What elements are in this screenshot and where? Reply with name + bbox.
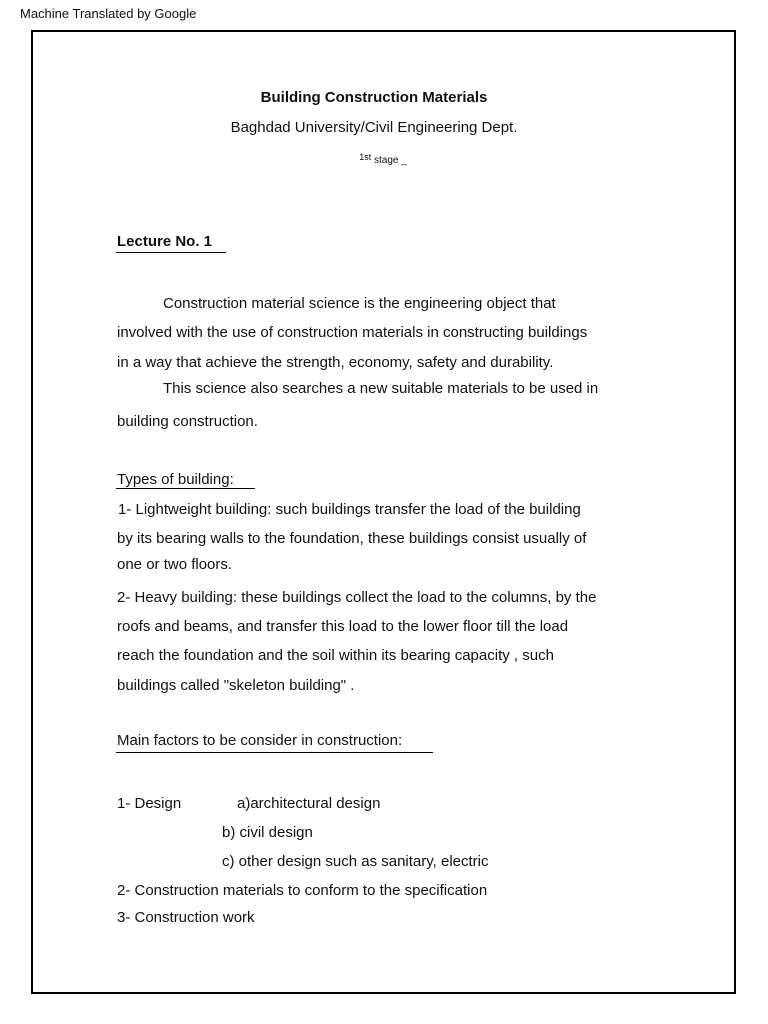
document-title: Building Construction Materials — [260, 89, 488, 106]
factor-design-a: a)architectural design — [237, 795, 381, 812]
stage-label — [0, 150, 766, 168]
factors-heading: Main factors to be consider in construction: — [117, 732, 403, 749]
factor-materials: 2- Construction materials to conform to the specification — [117, 882, 488, 899]
types-line: buildings called "skeleton building" . — [117, 677, 355, 694]
intro-line: This science also searches a new suitable materials to be used in — [163, 380, 599, 397]
types-line: by its bearing walls to the foundation, these buildings consist usually of — [117, 530, 587, 547]
types-line: 1- Lightweight building: such buildings transfer the load of the building — [118, 501, 581, 518]
factors-underline — [116, 752, 433, 753]
types-underline — [116, 488, 255, 489]
document-subtitle: Baghdad University/Civil Engineering Dept. — [230, 119, 518, 136]
types-line: 2- Heavy building: these buildings collect the load to the columns, by the — [117, 589, 597, 606]
stage-ordinal: 1st — [359, 152, 372, 162]
machine-translation-banner: Machine Translated by Google — [20, 6, 197, 21]
types-line: roofs and beams, and transfer this load to the lower floor till the load — [117, 618, 569, 635]
stage-text: stage _ — [371, 155, 407, 166]
lecture-heading: Lecture No. 1 — [117, 233, 213, 250]
factor-design-label: 1- Design — [117, 795, 182, 812]
intro-line: building construction. — [117, 413, 258, 430]
factor-work: 3- Construction work — [117, 909, 255, 926]
intro-line: in a way that achieve the strength, economy, safety and durability. — [117, 354, 554, 371]
types-line: reach the foundation and the soil within its bearing capacity , such — [117, 647, 554, 664]
intro-line: involved with the use of construction materials in constructing buildings — [117, 324, 588, 341]
lecture-underline — [116, 252, 226, 253]
intro-line: Construction material science is the engineering object that — [163, 295, 556, 312]
types-line: one or two floors. — [117, 556, 233, 573]
types-heading: Types of building: — [117, 471, 234, 488]
factor-design-c: c) other design such as sanitary, electric — [222, 853, 489, 870]
factor-design-b: b) civil design — [222, 824, 313, 841]
